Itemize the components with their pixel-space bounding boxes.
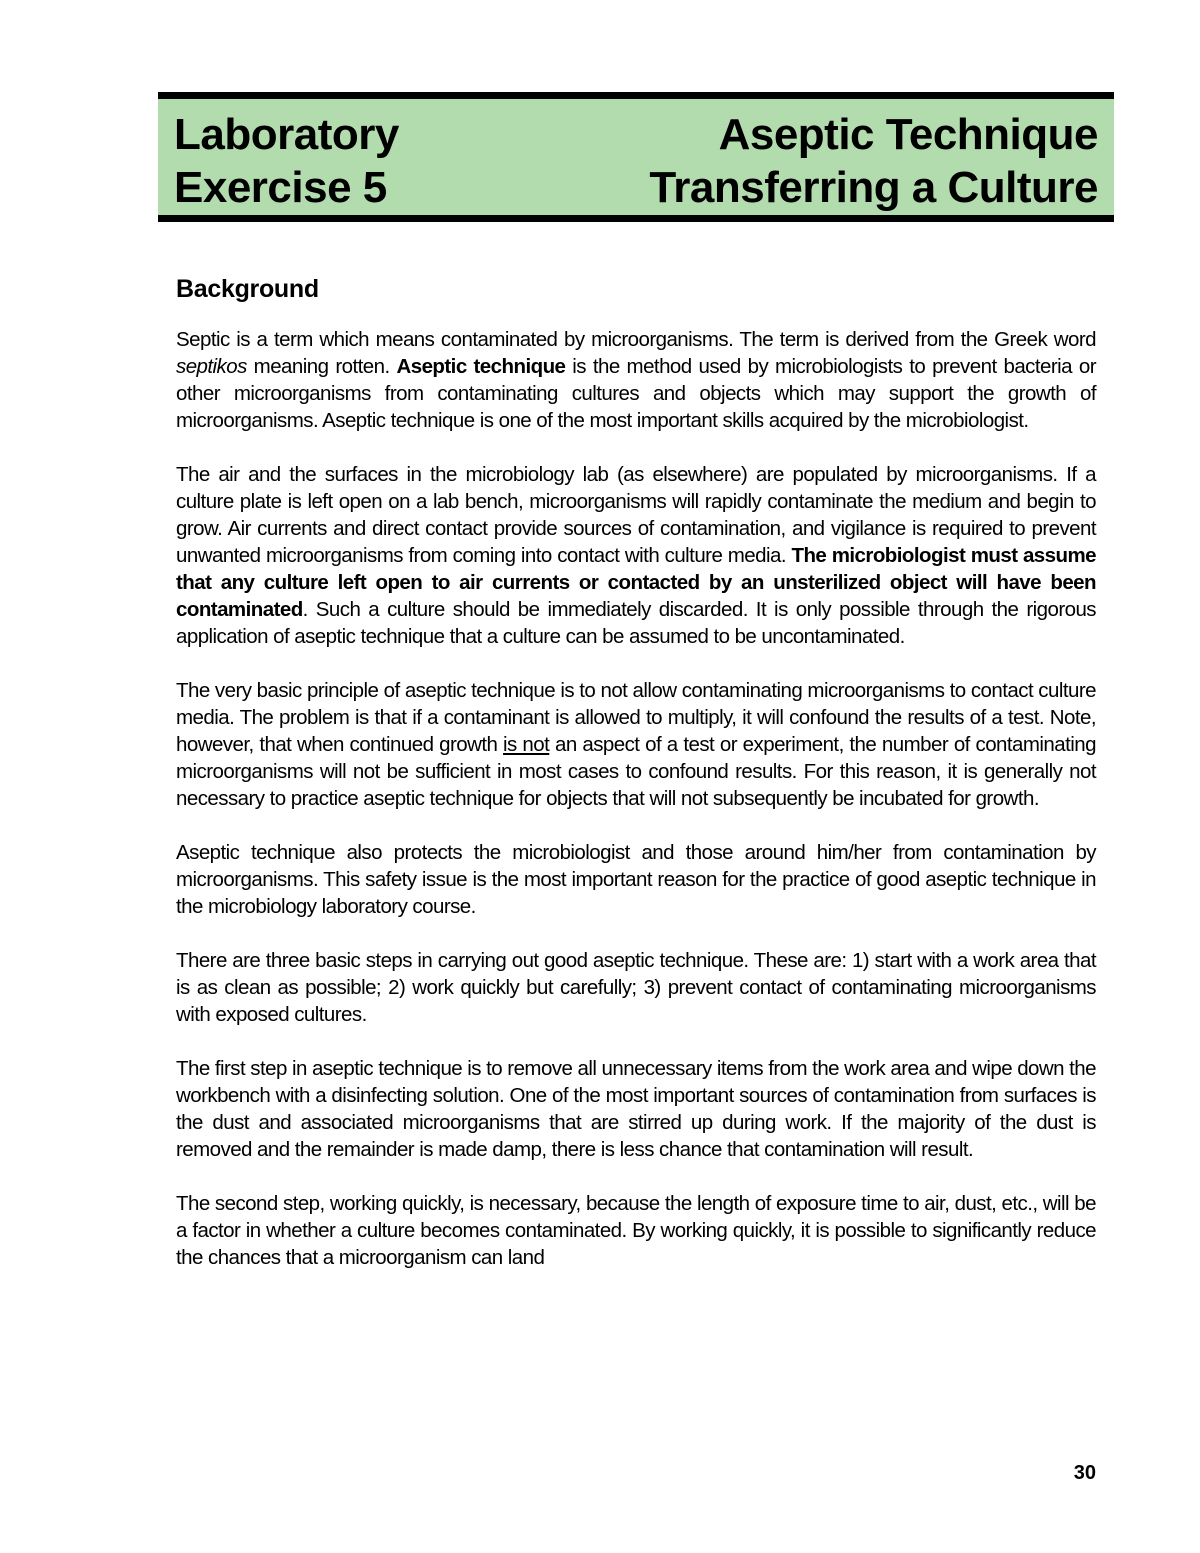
underlined-emphasis: is not bbox=[503, 733, 550, 756]
text-run: . Such a culture should be immediately discarded. It is only possible through the rigorous application of aseptic technique that a culture can be assumed to be uncontaminated. bbox=[176, 598, 1096, 648]
lab-label: Laboratory bbox=[174, 110, 399, 159]
paragraph-first-step: The first step in aseptic technique is to remove all unnecessary items from the work area and wipe down the workbench with a disinfecting solution. One of the most important sources of contamination from surfaces is the dust and associated microorganisms that are stirred up during work. If the majority of the dust is removed and the remainder is made damp, there is less chance that contamination will result. bbox=[176, 1057, 1096, 1161]
paragraph-safety: Aseptic technique also protects the microbiologist and those around him/her from contamination by microorganisms. This safety issue is the most important reason for the practice of good aseptic technique in the microbiology laboratory course. bbox=[176, 841, 1096, 918]
section-heading: Background bbox=[176, 275, 319, 303]
exercise-title-line-1: Aseptic Technique bbox=[718, 110, 1098, 159]
exercise-header-banner bbox=[158, 92, 1114, 222]
paragraph-second-step: The second step, working quickly, is necessary, because the length of exposure time to air, dust, etc., will be a factor in whether a culture becomes contaminated. By working quickly, it is possible to significantly reduce the chances that a microorganism can land bbox=[176, 1192, 1096, 1269]
text-run: an aspect of a test or experiment, the number of contaminating microorganisms will not be sufficient in most cases to confound results. For this reason, it is generally not necessary to practice aseptic technique for objects that will not subsequently be incubated for growth. bbox=[176, 733, 1096, 810]
paragraph-lab-contamination bbox=[176, 461, 1096, 650]
paragraph-three-steps: There are three basic steps in carrying out good aseptic technique. These are: 1) start with a work area that is as clean as possible; 2) work quickly but carefully; 3) prevent contact of contaminating microorganisms with exposed cultures. bbox=[176, 949, 1096, 1026]
exercise-number: Exercise 5 bbox=[174, 163, 387, 212]
italic-term: septikos bbox=[176, 355, 247, 378]
paragraph-septic-definition bbox=[176, 326, 1096, 434]
exercise-title-line-2: Transferring a Culture bbox=[649, 163, 1098, 212]
document-body bbox=[176, 272, 1096, 1298]
text-run: meaning rotten. bbox=[246, 355, 397, 378]
bold-warning: The microbiologist must assume that any culture left open to air currents or contacted by an unsterilized object will have been contaminated bbox=[176, 544, 1097, 621]
text-run: The air and the surfaces in the microbiology lab (as elsewhere) are populated by microorganisms. If a culture plate is left open on a lab bench, microorganisms will rapidly contaminate the medium and begin to grow. Air currents and direct contact provide sources of contamination, and vigilance is required to prevent unwanted microorganisms from coming into contact with culture media. bbox=[176, 463, 1096, 567]
text-run: The very basic principle of aseptic technique is to not allow contaminating microorganisms to contact culture media. The problem is that if a contaminant is allowed to multiply, it will confound the results of a test. Note, however, that when continued growth bbox=[176, 679, 1096, 756]
header-line-2 bbox=[174, 162, 1098, 214]
page-number: 30 bbox=[1073, 1462, 1096, 1484]
paragraph-basic-principle bbox=[176, 677, 1096, 812]
header-line-1 bbox=[174, 109, 1098, 161]
bold-term: Aseptic technique bbox=[396, 355, 566, 378]
text-run: is the method used by microbiologists to prevent bacteria or other microorganisms from contaminating cultures and objects which may support the growth of microorganisms. Aseptic technique is one of the most important skills acquired by the microbiologist. bbox=[176, 355, 1096, 432]
text-run: Septic is a term which means contaminated by microorganisms. The term is derived from the Greek word bbox=[176, 328, 1096, 351]
